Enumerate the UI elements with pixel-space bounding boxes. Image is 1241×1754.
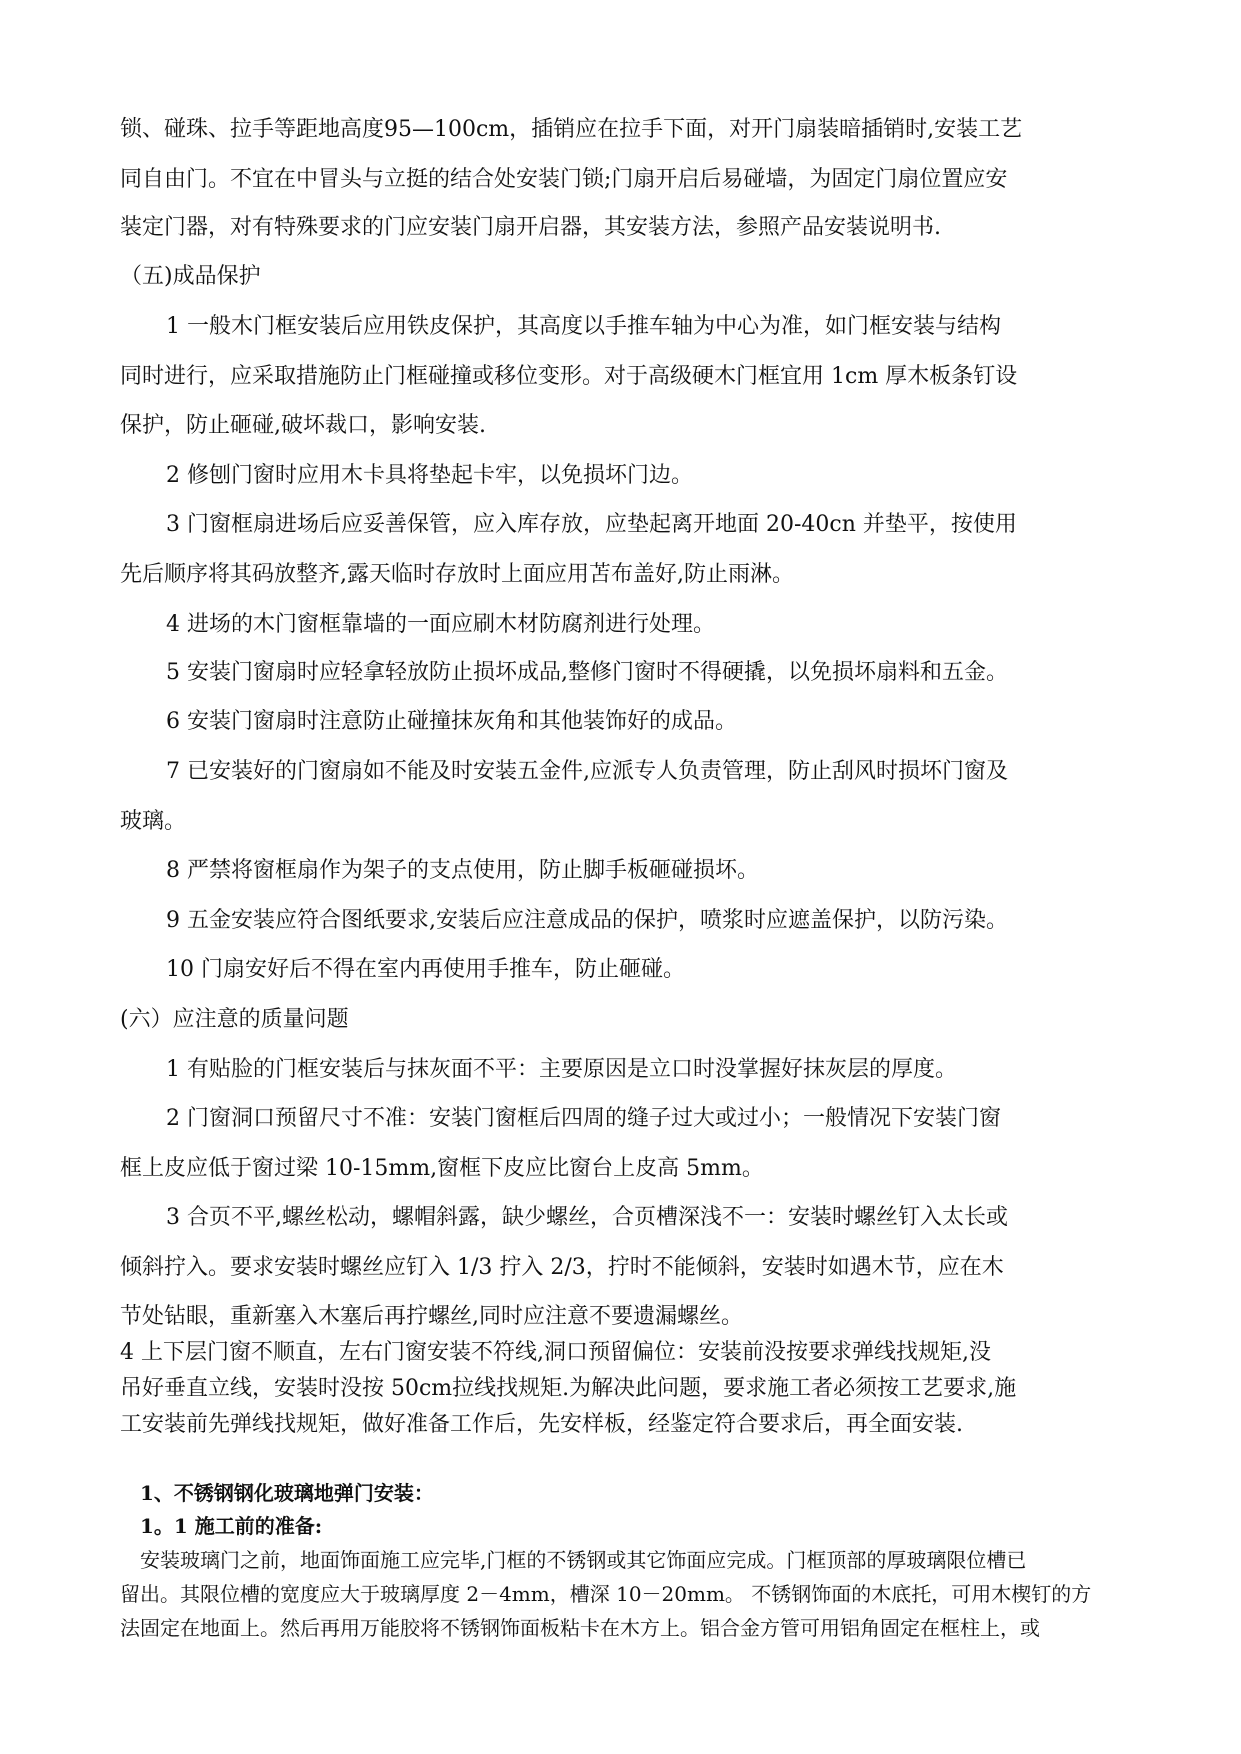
list-item-line: 9 五金安装应符合图纸要求,安装后应注意成品的保护，喷浆时应遮盖保护，以防污染。 [166,908,1008,933]
list-item-line: 3 合页不平,螺丝松动，螺帽斜露，缺少螺丝，合页槽深浅不一：安装时螺丝钉入太长或 [166,1205,1008,1230]
list-item-line: 8 严禁将窗框扇作为架子的支点使用，防止脚手板砸碰损坏。 [166,858,759,883]
list-item-line: 同时进行，应采取措施防止门框碰撞或移位变形。对于高级硬木门框宜用 1cm 厚木板条钉设 [120,364,1018,389]
list-item-line: 工安装前先弹线找规矩，做好准备工作后，先安样板，经鉴定符合要求后，再全面安装. [120,1412,963,1437]
list-item-line: 倾斜拧入。要求安装时螺丝应钉入 1/3 拧入 2/3，拧时不能倾斜，安装时如遇木节，应在木 [120,1255,1004,1280]
list-item-line: 10 门扇安好后不得在室内再使用手推车，防止砸碰。 [166,957,685,982]
paragraph-line: 安装玻璃门之前，地面饰面施工应完毕,门框的不锈钢或其它饰面应完成。门框顶部的厚玻璃限位槽已 [140,1548,1027,1572]
list-item-line: 1 一般木门框安装后应用铁皮保护，其高度以手推车轴为中心为准，如门框安装与结构 [166,314,1001,339]
list-item-line: 2 修刨门窗时应用木卡具将垫起卡牢，以免损坏门边。 [166,463,693,488]
paragraph-line: 装定门器，对有特殊要求的门应安装门扇开启器，其安装方法，参照产品安装说明书. [120,215,941,240]
section-heading: (六）应注意的质量问题 [120,1007,349,1032]
list-item-line: 5 安装门窗扇时应轻拿轻放防止损坏成品,整修门窗时不得硬撬，以免损坏扇料和五金。 [166,660,1008,685]
paragraph-line: 锁、碰珠、拉手等距地高度95—100cm，插销应在拉手下面，对开门扇装暗插销时,安装工艺 [120,117,1023,142]
list-item-line: 玻璃。 [120,809,187,834]
paragraph-line: 同自由门。不宜在中冒头与立挺的结合处安装门锁;门扇开启后易碰墙，为固定门扇位置应安 [120,167,1008,192]
list-item-line: 节处钻眼，重新塞入木塞后再拧螺丝,同时应注意不要遗漏螺丝。 [120,1304,743,1329]
list-item-line: 6 安装门窗扇时注意防止碰撞抹灰角和其他装饰好的成品。 [166,709,737,734]
section-heading: （五)成品保护 [120,264,261,289]
paragraph-line: 留出。其限位槽的宽度应大于玻璃厚度 2－4mm，槽深 10－20mm。 不锈钢饰面的木底托，可用木楔钉的方 [120,1582,1092,1606]
section-heading: 1、不锈钢钢化玻璃地弹门安装： [140,1481,434,1505]
list-item-line: 保护，防止砸碰,破坏裁口，影响安装. [120,413,486,438]
list-item-line: 先后顺序将其码放整齐,露天临时存放时上面应用苫布盖好,防止雨淋。 [120,562,794,587]
list-item-line: 框上皮应低于窗过梁 10-15mm,窗框下皮应比窗台上皮高 5mm。 [120,1156,764,1181]
list-item-line: 1 有贴脸的门框安装后与抹灰面不平：主要原因是立口时没掌握好抹灰层的厚度。 [166,1057,957,1082]
list-item-line: 4 进场的木门窗框靠墙的一面应刷木材防腐剂进行处理。 [166,612,715,637]
list-item-line: 吊好垂直立线，安装时没按 50cm拉线找规矩.为解决此问题，要求施工者必须按工艺要求,施 [120,1376,1017,1401]
paragraph-line: 法固定在地面上。然后再用万能胶将不锈钢饰面板粘卡在木方上。铝合金方管可用铝角固定在框柱上，或 [120,1616,1040,1640]
list-item-line: 7 已安装好的门窗扇如不能及时安装五金件,应派专人负责管理，防止刮风时损坏门窗及 [166,759,1008,784]
list-item-line: 2 门窗洞口预留尺寸不准：安装门窗框后四周的缝子过大或过小；一般情况下安装门窗 [166,1106,1001,1131]
subsection-heading: 1。1 施工前的准备: [140,1514,323,1538]
list-item-line: 3 门窗框扇进场后应妥善保管，应入库存放，应垫起离开地面 20-40cn 并垫平，按使用 [166,512,1017,537]
list-item-line: 4 上下层门窗不顺直，左右门窗安装不符线,洞口预留偏位：安装前没按要求弹线找规矩,没 [120,1340,991,1365]
